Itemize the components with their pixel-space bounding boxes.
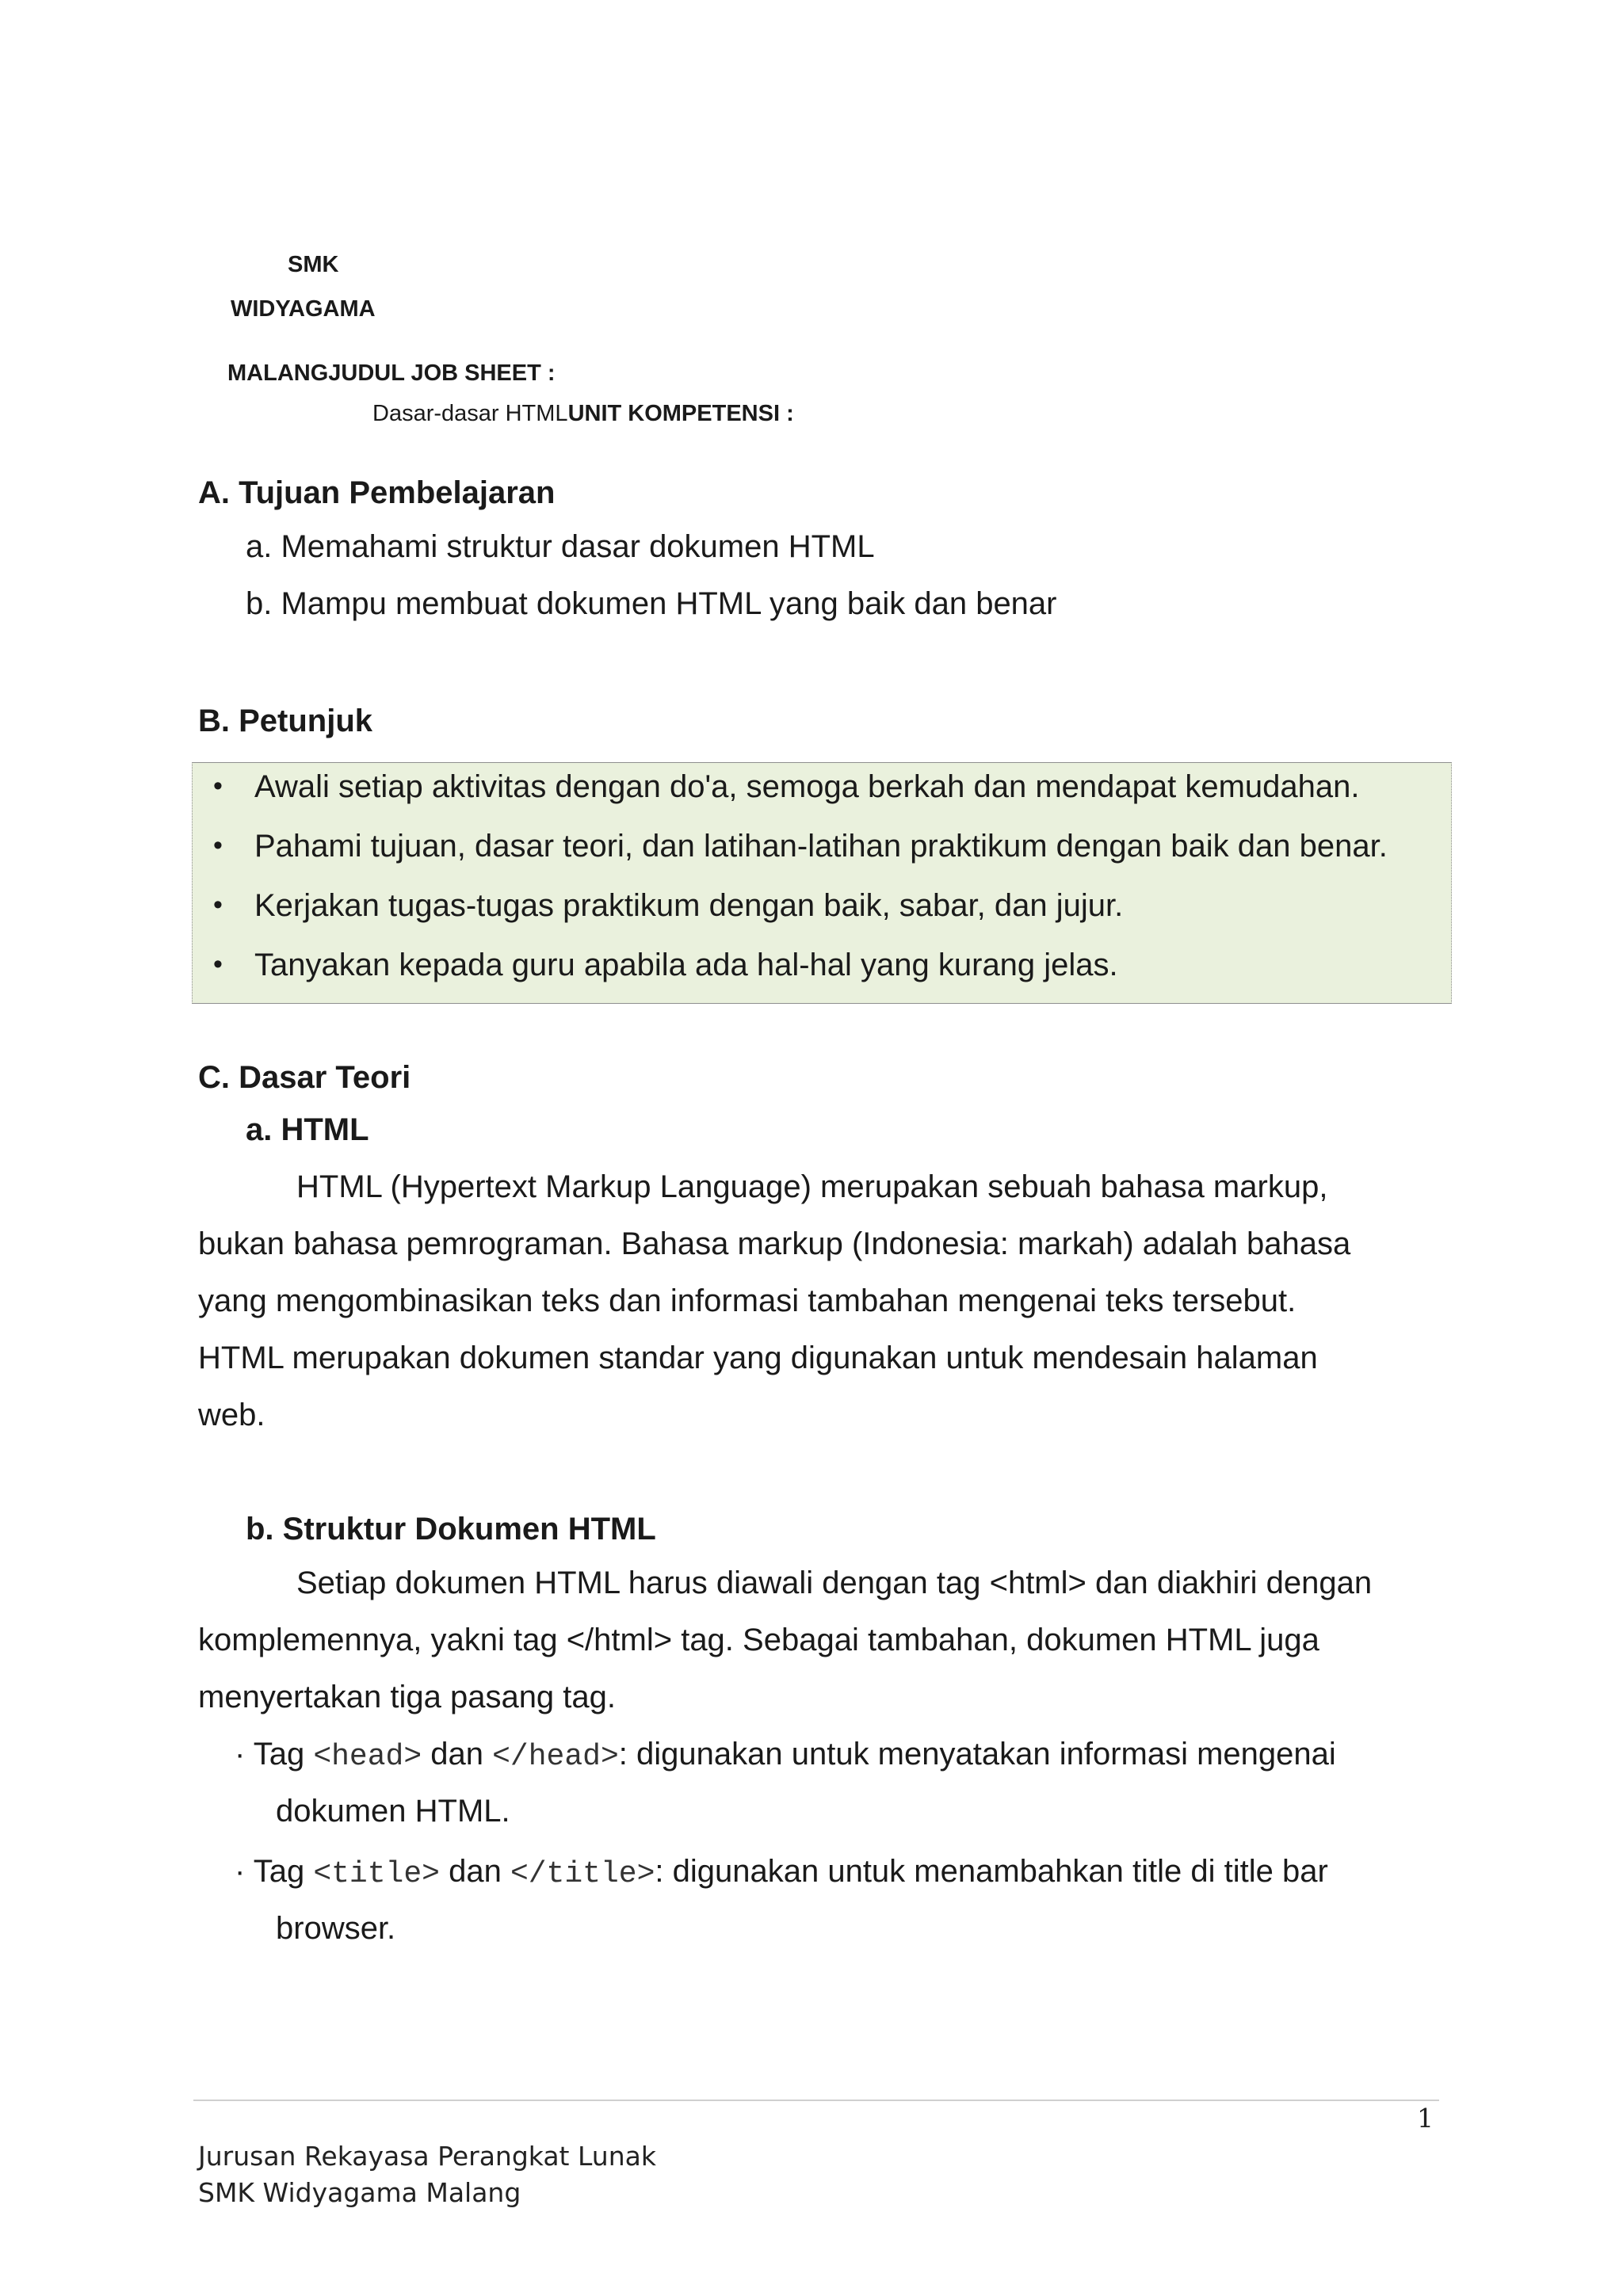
header-unit-line (372, 401, 794, 427)
page-number: 1 (1417, 2103, 1434, 2134)
tag-item-mid: dan (422, 1737, 493, 1772)
paragraph-line: HTML (Hypertext Markup Language) merupakan sebuah bahasa markup, (296, 1169, 1328, 1204)
header-unit-label: UNIT KOMPETENSI : (567, 401, 794, 426)
section-c-sub-a-title: a. HTML (246, 1112, 369, 1147)
bullet-icon: • (213, 890, 223, 920)
bullet-icon: • (213, 771, 223, 801)
section-a-item-1: a. Memahami struktur dasar dokumen HTML (246, 529, 875, 564)
paragraph-line: Setiap dokumen HTML harus diawali dengan tag <html> dan diakhiri dengan (296, 1566, 1373, 1600)
tag-item-continuation: browser. (276, 1911, 396, 1946)
tag-item-description: : digunakan untuk menyatakan informasi mengenai (618, 1737, 1336, 1772)
header-school-line1: SMK (288, 252, 339, 277)
tag-item (235, 1854, 1328, 1891)
header-unit-topic: Dasar-dasar HTML (372, 401, 568, 426)
header-jobsheet-title: MALANGJUDUL JOB SHEET : (227, 360, 556, 386)
bullet-icon: • (213, 830, 223, 860)
footer-divider (193, 2100, 1439, 2101)
paragraph-line: yang mengombinasikan teks dan informasi tambahan mengenai teks tersebut. (198, 1283, 1296, 1318)
paragraph-line: HTML merupakan dokumen standar yang digunakan untuk mendesain halaman (198, 1341, 1318, 1375)
footer-school: SMK Widyagama Malang (198, 2177, 521, 2208)
instruction-text: Tanyakan kepada guru apabila ada hal-hal yang kurang jelas. (254, 948, 1118, 982)
instruction-text: Pahami tujuan, dasar teori, dan latihan-latihan praktikum dengan baik dan benar. (254, 829, 1388, 864)
section-c-title: C. Dasar Teori (198, 1060, 411, 1095)
tag-close-code: </title> (510, 1857, 655, 1891)
paragraph-line: web. (198, 1398, 265, 1432)
tag-close-code: </head> (492, 1740, 619, 1774)
header-school-line2: WIDYAGAMA (231, 296, 376, 322)
instruction-box (192, 762, 1452, 1004)
footer-department: Jurusan Rekayasa Perangkat Lunak (198, 2141, 656, 2172)
paragraph-line: komplemennya, yakni tag </html> tag. Sebagai tambahan, dokumen HTML juga (198, 1623, 1319, 1657)
section-c-sub-b-title: b. Struktur Dokumen HTML (246, 1512, 656, 1547)
instruction-text: Kerjakan tugas-tugas praktikum dengan baik, sabar, dan jujur. (254, 888, 1124, 923)
bullet-icon: • (213, 949, 223, 979)
tag-item-continuation: dokumen HTML. (276, 1794, 510, 1829)
tag-open-code: <head> (313, 1740, 422, 1774)
tag-item-prefix: · Tag (235, 1854, 314, 1889)
tag-item (235, 1737, 1336, 1774)
tag-item-description: : digunakan untuk menambahkan title di title bar (655, 1854, 1328, 1889)
tag-item-prefix: · Tag (235, 1737, 314, 1772)
instruction-text: Awali setiap aktivitas dengan do'a, semoga berkah dan mendapat kemudahan. (254, 769, 1360, 804)
section-a-title: A. Tujuan Pembelajaran (198, 475, 556, 510)
paragraph-line: menyertakan tiga pasang tag. (198, 1680, 617, 1714)
paragraph-line: bukan bahasa pemrograman. Bahasa markup (Indonesia: markah) adalah bahasa (198, 1226, 1351, 1261)
section-b-title: B. Petunjuk (198, 704, 373, 738)
tag-item-mid: dan (439, 1854, 510, 1889)
section-a-item-2: b. Mampu membuat dokumen HTML yang baik dan benar (246, 586, 1057, 621)
tag-open-code: <title> (313, 1857, 440, 1891)
